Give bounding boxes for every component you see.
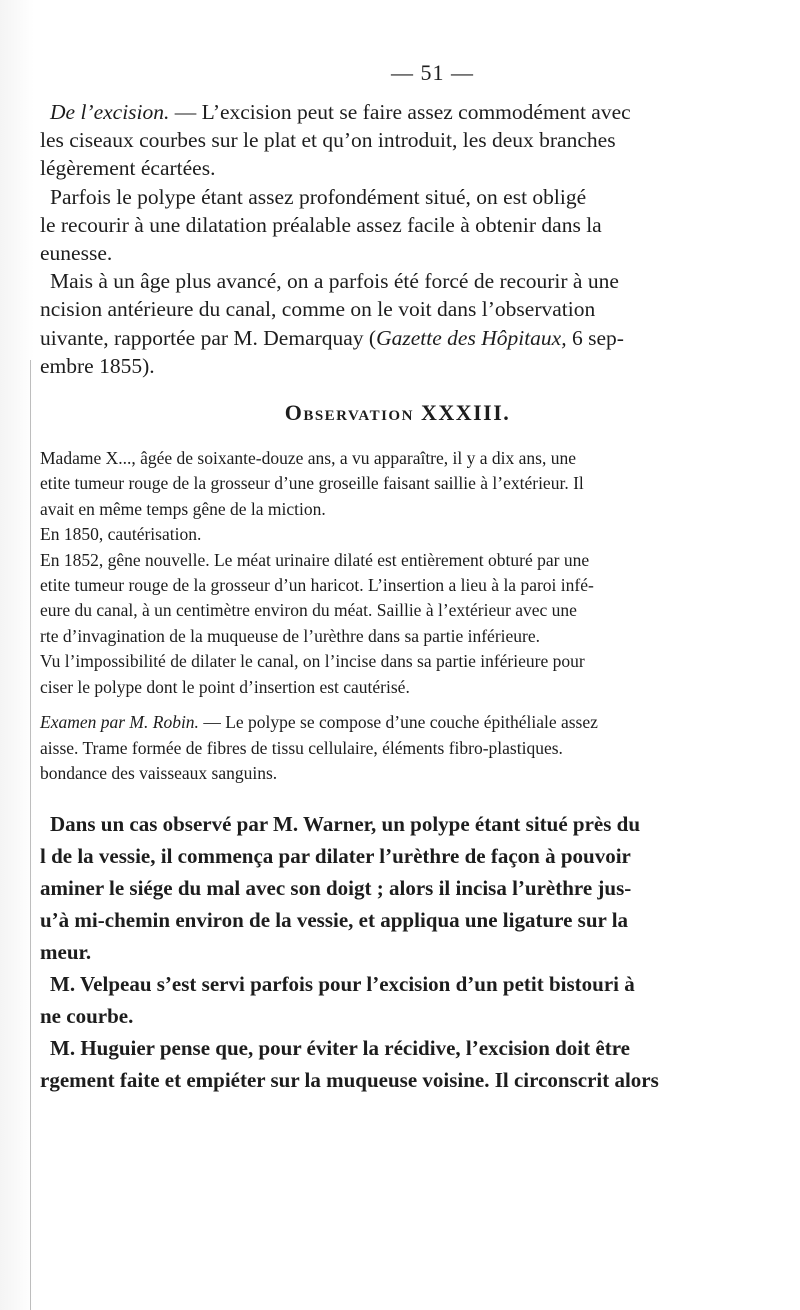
para1-line-2: les ciseaux courbes sur le plat et qu’on introduit, les deux branches [40, 128, 616, 153]
huguier-line: rgement faite et empiéter sur la muqueuse voisine. Il circonscrit alors [40, 1068, 659, 1093]
obs-line: Madame X..., âgée de soixante-douze ans, a vu apparaître, il y a dix ans, une [40, 448, 576, 469]
observation-title: Observation XXXIII. [284, 400, 511, 426]
velpeau-line: M. Velpeau s’est servi parfois pour l’excision d’un petit bistouri à [50, 972, 635, 997]
para3-line-1: Mais à un âge plus avancé, on a parfois été forcé de recourir à une [50, 269, 619, 294]
paragraph-warner [40, 808, 755, 968]
paragraph-excision [40, 98, 755, 183]
exam-heading: Examen par M. Robin. [40, 712, 199, 733]
warner-line: l de la vessie, il commença par dilater l’urèthre de façon à pouvoir [40, 844, 631, 869]
para1-line-3: légèrement écartées. [40, 156, 216, 181]
page-body [40, 60, 755, 1096]
obs-line: etite tumeur rouge de la grosseur d’une groseille faisant saillie à l’extérieur. Il [40, 473, 584, 494]
exam-line: bondance des vaisseaux sanguins. [40, 762, 278, 783]
velpeau-line: ne courbe. [40, 1004, 134, 1029]
exam-text [40, 710, 755, 786]
huguier-line: M. Huguier pense que, pour éviter la récidive, l’excision doit être [50, 1036, 630, 1061]
para3-line-3: uivante, rapportée par M. Demarquay (Gazette des Hôpitaux, 6 sep- [40, 325, 624, 350]
obs-line: En 1850, cautérisation. [40, 524, 202, 545]
warner-line: Dans un cas observé par M. Warner, un polype étant situé près du [50, 812, 641, 837]
binding-edge [30, 360, 31, 1310]
section-heading: De l’excision. [50, 100, 170, 124]
obs-line: Vu l’impossibilité de dilater le canal, on l’incise dans sa partie inférieure pour [40, 651, 585, 672]
citation: Gazette des Hôpitaux, [376, 325, 567, 350]
page-gutter [0, 0, 34, 1310]
obs-line: ciser le polype dont le point d’insertion est cautérisé. [40, 676, 410, 697]
warner-line: meur. [40, 940, 92, 965]
page-number: — 51 — [391, 60, 474, 85]
obs-line: etite tumeur rouge de la grosseur d’un haricot. L’insertion a lieu à la paroi infé- [40, 575, 594, 596]
paragraph-dilatation [40, 183, 755, 268]
exam-line: aisse. Trame formée de fibres de tissu cellulaire, éléments fibro-plastiques. [40, 737, 563, 758]
warner-line: u’à mi-chemin environ de la vessie, et appliqua une ligature sur la [40, 908, 629, 933]
obs-line: eure du canal, à un centimètre environ du méat. Saillie à l’extérieur avec une [40, 600, 577, 621]
para1-line-1: De l’excision. — L’excision peut se faire assez commodément avec [50, 100, 631, 124]
para3-line-4: embre 1855). [40, 353, 155, 378]
para3-line-2: ncision antérieure du canal, comme on le voit dans l’observation [40, 297, 596, 322]
observation-text [40, 446, 755, 700]
obs-line: rte d’invagination de la muqueuse de l’urèthre dans sa partie inférieure. [40, 625, 541, 646]
exam-line-1: Examen par M. Robin. — Le polype se compose d’une couche épithéliale assez [40, 712, 598, 733]
para2-line-3: eunesse. [40, 241, 113, 266]
paragraph-incision [40, 267, 755, 380]
obs-line: En 1852, gêne nouvelle. Le méat urinaire dilaté est entièrement obturé par une [40, 549, 590, 570]
obs-line: avait en même temps gêne de la miction. [40, 498, 326, 519]
paragraph-velpeau [40, 968, 755, 1032]
para2-line-2: le recourir à une dilatation préalable assez facile à obtenir dans la [40, 212, 602, 237]
para2-line-1: Parfois le polype étant assez profondément situé, on est obligé [50, 184, 587, 209]
paragraph-huguier [40, 1032, 755, 1096]
warner-line: aminer le siége du mal avec son doigt ; alors il incisa l’urèthre jus- [40, 876, 632, 901]
